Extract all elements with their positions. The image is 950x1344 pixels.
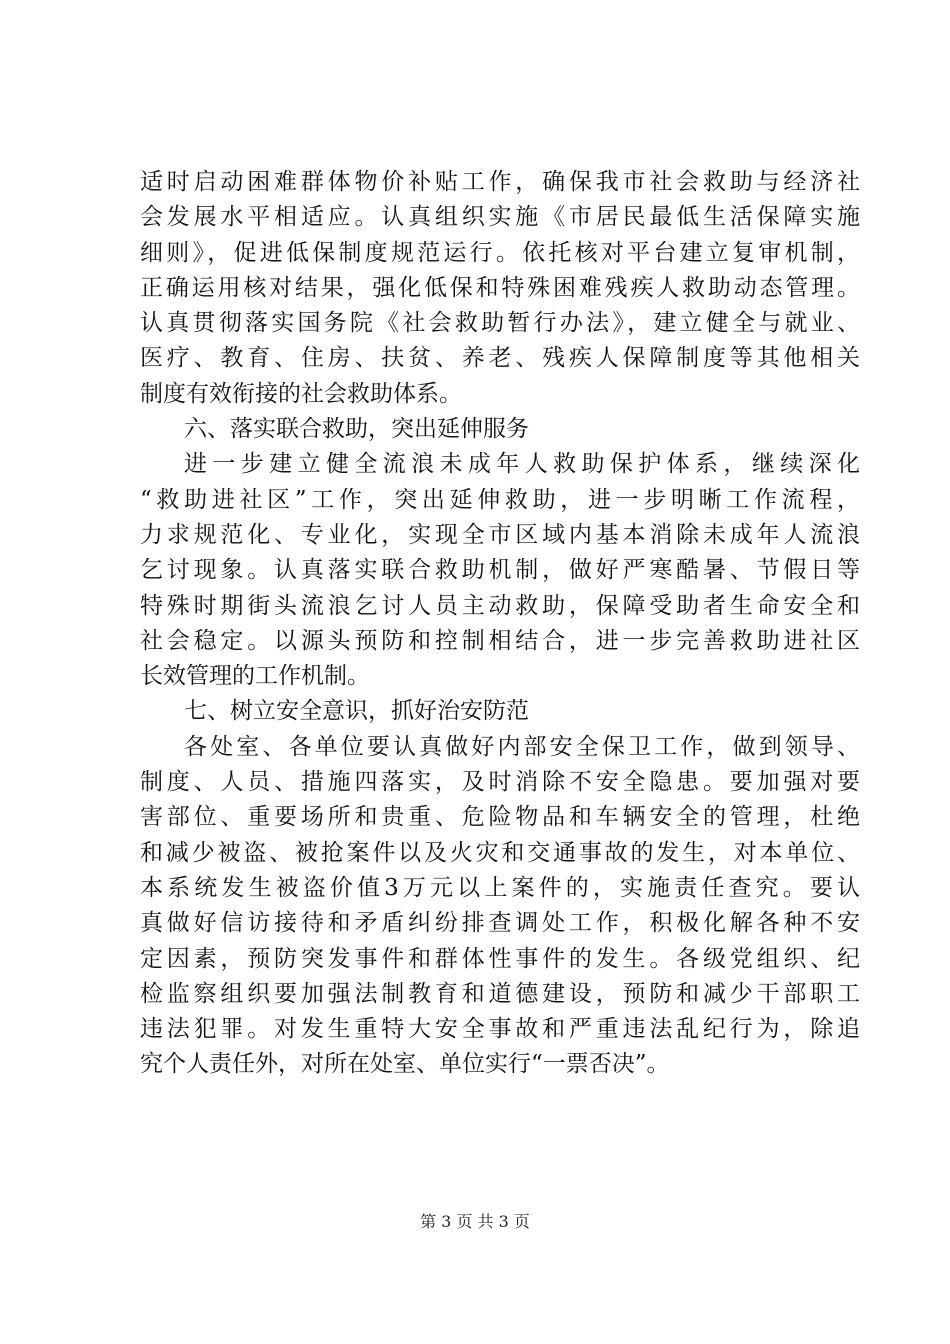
paragraph-line: 本系统发生被盗价值3万元以上案件的，实施责任查究。要认: [140, 874, 860, 901]
paragraph-line: 害部位、重要场所和贵重、危险物品和车辆安全的管理，杜绝: [140, 804, 860, 831]
paragraph-line: 长效管理的工作机制。: [140, 663, 370, 690]
section-heading: 七、树立安全意识，抓好治安防范: [184, 698, 529, 725]
paragraph-line: 真做好信访接待和矛盾纠纷排查调处工作，积极化解各种不安: [140, 910, 860, 937]
paragraph-line: 制度有效衔接的社会救助体系。: [140, 380, 462, 407]
paragraph-line: 乞讨现象。认真落实联合救助机制，做好严寒酷暑、节假日等: [140, 557, 860, 584]
section-heading: 六、落实联合救助，突出延伸服务: [184, 416, 529, 443]
paragraph-line: 违法犯罪。对发生重特大安全事故和严重违法乱纪行为，除追: [140, 1016, 860, 1043]
paragraph-line: 各处室、各单位要认真做好内部安全保卫工作，做到领导、: [184, 733, 860, 760]
paragraph-line: 进一步建立健全流浪未成年人救助保护体系，继续深化: [184, 451, 860, 478]
document-body: [140, 165, 860, 1083]
paragraph-line: 究个人责任外，对所在处室、单位实行“一票否决”。: [140, 1051, 670, 1078]
paragraph-line: 认真贯彻落实国务院《社会救助暂行办法》，建立健全与就业、: [140, 310, 860, 337]
paragraph-line: 正确运用核对结果，强化低保和特殊困难残疾人救助动态管理。: [140, 274, 860, 301]
paragraph-line: 适时启动困难群体物价补贴工作，确保我市社会救助与经济社: [140, 169, 860, 195]
paragraph-line: 特殊时期街头流浪乞讨人员主动救助，保障受助者生命安全和: [140, 592, 860, 619]
paragraph-line: 细则》，促进低保制度规范运行。依托核对平台建立复审机制，: [140, 239, 860, 266]
paragraph-line: “救助进社区”工作，突出延伸救助，进一步明晰工作流程，: [140, 486, 860, 513]
paragraph-line: 和减少被盗、被抢案件以及火灾和交通事故的发生，对本单位、: [140, 839, 860, 866]
paragraph-line: 制度、人员、措施四落实，及时消除不安全隐患。要加强对要: [140, 769, 860, 796]
paragraph-line: 定因素，预防突发事件和群体性事件的发生。各级党组织、纪: [140, 945, 860, 972]
paragraph-line: 力求规范化、专业化，实现全市区域内基本消除未成年人流浪: [140, 521, 860, 548]
page-footer: 第 3 页 共 3 页: [420, 1212, 530, 1231]
paragraph-line: 社会稳定。以源头预防和控制相结合，进一步完善救助进社区: [140, 627, 860, 654]
paragraph-line: 会发展水平相适应。认真组织实施《市居民最低生活保障实施: [140, 204, 860, 231]
paragraph-line: 检监察组织要加强法制教育和道德建设，预防和减少干部职工: [140, 980, 860, 1007]
paragraph-line: 医疗、教育、住房、扶贫、养老、残疾人保障制度等其他相关: [140, 345, 860, 372]
